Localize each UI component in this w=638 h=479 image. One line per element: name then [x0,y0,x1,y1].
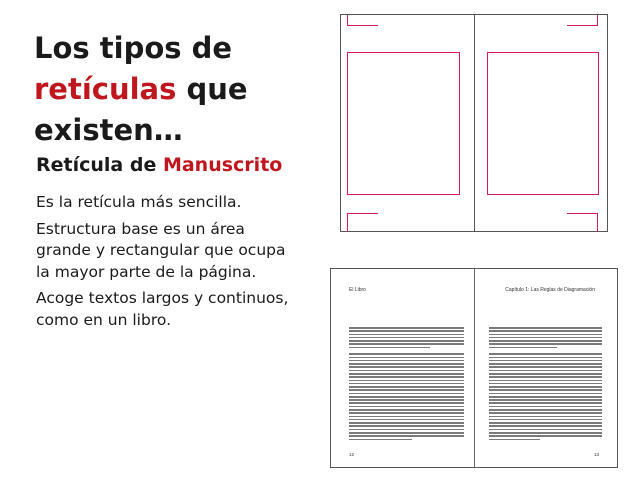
right-page-number: 13 [593,452,599,457]
left-page-text-block [349,327,464,442]
spread-fold-line [474,15,475,231]
paragraph-3: Acoge textos largos y continuos, como en un libro. [36,289,289,329]
left-page-header: El Libro [349,287,366,293]
subtitle-highlight: Manuscrito [162,154,283,176]
title-line-3: existen… [34,113,183,147]
crop-mark-top-left [347,15,378,26]
subtitle-prefix: Retícula de [36,154,163,176]
paragraph-1: Es la retícula más sencilla. [36,193,242,211]
body-text [36,192,296,336]
title-line-1: Los tipos de [34,31,233,65]
book-fold-line [474,269,475,467]
title-highlight: retículas [34,72,177,106]
right-page-header: Capítulo 1: Las Reglas de Diagramación [505,287,595,293]
left-page-number: 12 [349,452,355,457]
title-line-2-rest: que [176,72,248,106]
slide-title [34,28,324,151]
crop-mark-bottom-left [347,213,378,232]
crop-mark-bottom-right [567,213,598,232]
right-page-text-area [487,52,599,195]
right-page-text-block [489,327,602,442]
manuscript-grid-diagram [340,14,608,232]
paragraph-2: Estructura base es un área grande y rectangular que ocupa la mayor parte de la página. [36,219,286,281]
crop-mark-top-right [567,15,598,26]
slide-subtitle [36,152,336,178]
book-spread-example [330,268,618,468]
left-page-text-area [347,52,460,195]
